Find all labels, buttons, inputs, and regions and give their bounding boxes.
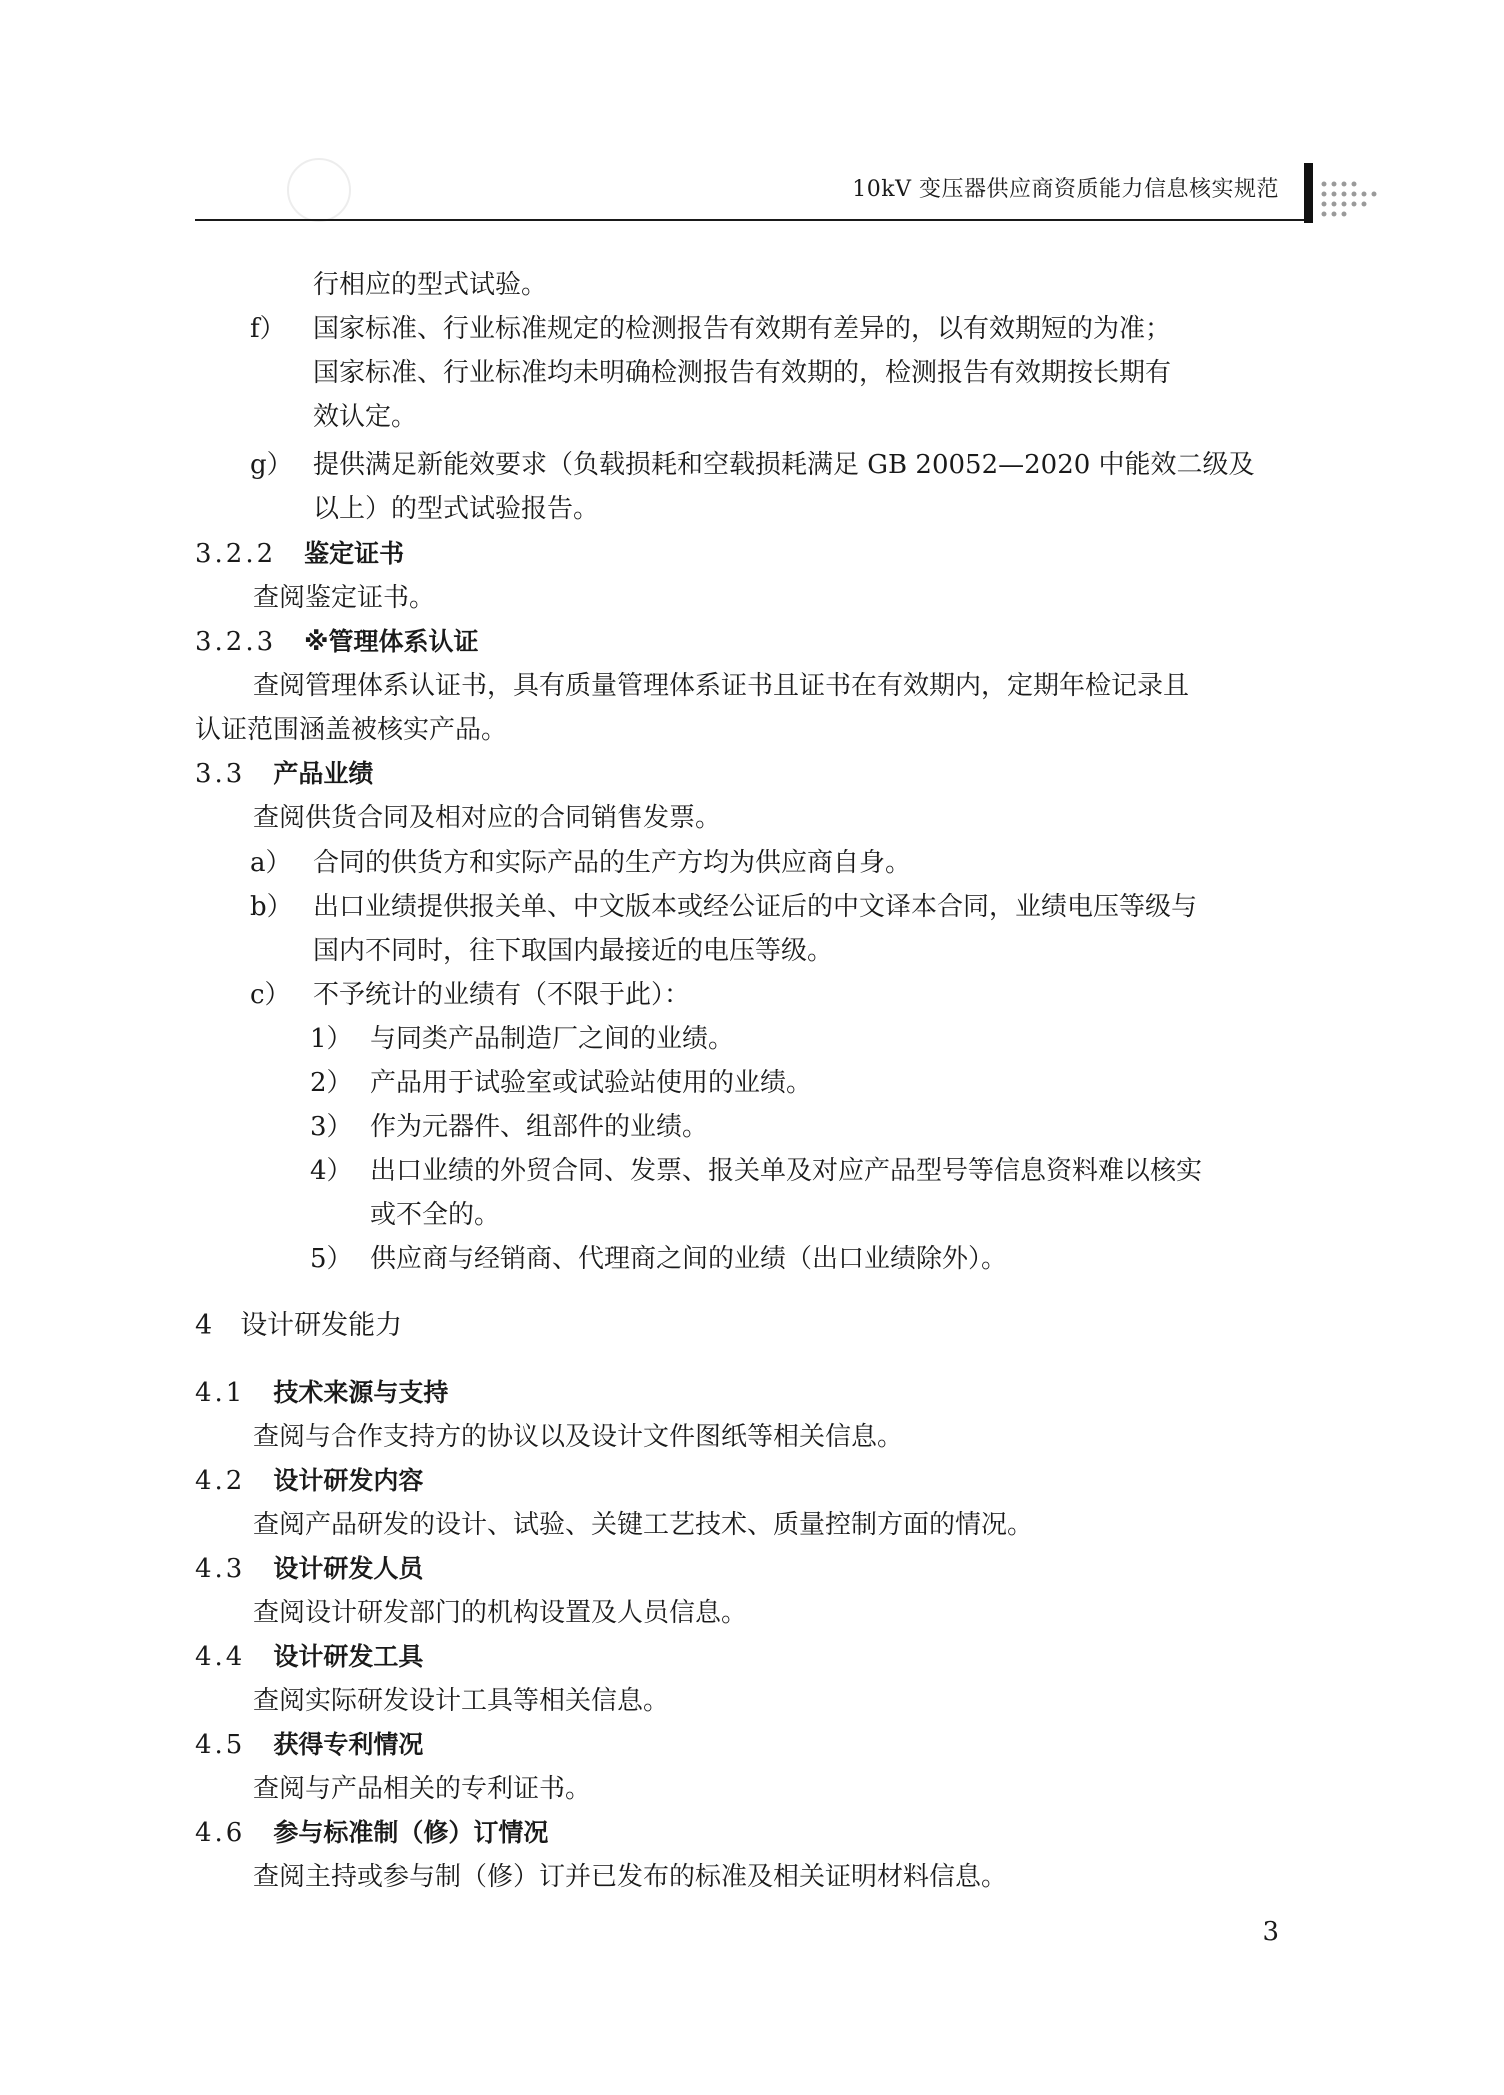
section-title: 获得专利情况 — [273, 1730, 424, 1759]
subitem-1-text: 与同类产品制造厂之间的业绩。 — [370, 1024, 735, 1054]
section-title: 设计研发人员 — [273, 1554, 424, 1583]
section-3-2-2-text: 查阅鉴定证书。 — [253, 583, 436, 613]
chapter-title: 设计研发能力 — [240, 1310, 403, 1341]
subitem-5-text: 供应商与经销商、代理商之间的业绩（出口业绩除外）。 — [370, 1244, 1008, 1274]
sublist-label-2: 2） — [310, 1068, 353, 1098]
subitem-4-line-2: 或不全的。 — [370, 1200, 501, 1230]
list-label-c: c） — [250, 980, 291, 1010]
list-label-g: g） — [250, 450, 293, 480]
chapter-heading-4 — [195, 1308, 402, 1344]
watermark-logo — [287, 158, 351, 222]
section-3-3-text: 查阅供货合同及相对应的合同销售发票。 — [253, 803, 722, 833]
sublist-label-5: 5） — [310, 1244, 353, 1274]
section-title: 设计研发内容 — [273, 1466, 424, 1495]
running-header-title: 10kV 变压器供应商资质能力信息核实规范 — [852, 177, 1279, 202]
section-number: 4.5 — [195, 1730, 246, 1760]
item-f-line-3: 效认定。 — [313, 402, 418, 432]
header-dots-decoration — [1320, 178, 1390, 218]
page-number: 3 — [1262, 1917, 1279, 1947]
item-g-line-2: 以上）的型式试验报告。 — [313, 494, 600, 524]
item-f-line-2: 国家标准、行业标准均未明确检测报告有效期的，检测报告有效期按长期有 — [313, 358, 1172, 388]
chapter-number: 4 — [195, 1310, 213, 1341]
section-number: 4.4 — [195, 1642, 246, 1672]
section-4-3-text: 查阅设计研发部门的机构设置及人员信息。 — [253, 1598, 748, 1628]
list-label-b: b） — [250, 892, 293, 922]
section-number: 3.2.2 — [195, 539, 277, 569]
sublist-label-4: 4） — [310, 1156, 353, 1186]
sublist-label-3: 3） — [310, 1112, 353, 1142]
section-title: 产品业绩 — [273, 759, 374, 788]
section-3-2-3-text-2: 认证范围涵盖被核实产品。 — [195, 715, 508, 745]
subitem-3-text: 作为元器件、组部件的业绩。 — [370, 1112, 709, 1142]
item-b-line-2: 国内不同时，往下取国内最接近的电压等级。 — [313, 936, 834, 966]
item-b-line-1: 出口业绩提供报关单、中文版本或经公证后的中文译本合同，业绩电压等级与 — [313, 892, 1198, 922]
section-heading-3-2-3 — [195, 625, 478, 659]
section-number: 4.3 — [195, 1554, 246, 1584]
section-title: 技术来源与支持 — [273, 1378, 449, 1407]
section-4-1-text: 查阅与合作支持方的协议以及设计文件图纸等相关信息。 — [253, 1422, 904, 1452]
section-number: 3.2.3 — [195, 627, 277, 657]
section-heading-3-3 — [195, 757, 373, 791]
section-4-2-text: 查阅产品研发的设计、试验、关键工艺技术、质量控制方面的情况。 — [253, 1510, 1034, 1540]
section-title: 设计研发工具 — [273, 1642, 424, 1671]
section-number: 4.6 — [195, 1818, 246, 1848]
header-bar-marker — [1304, 163, 1313, 223]
section-number: 3.3 — [195, 759, 246, 789]
section-title: 参与标准制（修）订情况 — [273, 1818, 549, 1847]
sublist-label-1: 1） — [310, 1024, 353, 1054]
section-title: ※管理体系认证 — [304, 627, 479, 656]
list-label-a: a） — [250, 848, 292, 878]
item-f-line-1: 国家标准、行业标准规定的检测报告有效期有差异的，以有效期短的为准； — [313, 314, 1172, 344]
subitem-2-text: 产品用于试验室或试验站使用的业绩。 — [370, 1068, 813, 1098]
section-3-2-3-text-1: 查阅管理体系认证书，具有质量管理体系证书且证书在有效期内，定期年检记录且 — [253, 671, 1190, 701]
section-4-6-text: 查阅主持或参与制（修）订并已发布的标准及相关证明材料信息。 — [253, 1862, 1008, 1892]
section-heading-4-1 — [195, 1376, 448, 1410]
section-title: 鉴定证书 — [304, 539, 405, 568]
section-heading-4-3 — [195, 1552, 423, 1586]
section-heading-4-5 — [195, 1728, 423, 1762]
item-c-line-1: 不予统计的业绩有（不限于此）： — [313, 980, 691, 1010]
section-4-5-text: 查阅与产品相关的专利证书。 — [253, 1774, 592, 1804]
list-label-f: f） — [250, 314, 286, 344]
section-heading-4-6 — [195, 1816, 548, 1850]
section-heading-4-2 — [195, 1464, 423, 1498]
section-heading-3-2-2 — [195, 537, 404, 571]
header-rule — [195, 219, 1312, 221]
item-a-line-1: 合同的供货方和实际产品的生产方均为供应商自身。 — [313, 848, 912, 878]
section-heading-4-4 — [195, 1640, 423, 1674]
section-number: 4.1 — [195, 1378, 246, 1408]
section-number: 4.2 — [195, 1466, 246, 1496]
item-g-line-1: 提供满足新能效要求（负载损耗和空载损耗满足 GB 20052—2020 中能效二级及 — [313, 450, 1255, 480]
continuation-text: 行相应的型式试验。 — [313, 270, 548, 300]
subitem-4-line-1: 出口业绩的外贸合同、发票、报关单及对应产品型号等信息资料难以核实 — [370, 1156, 1203, 1186]
section-4-4-text: 查阅实际研发设计工具等相关信息。 — [253, 1686, 670, 1716]
